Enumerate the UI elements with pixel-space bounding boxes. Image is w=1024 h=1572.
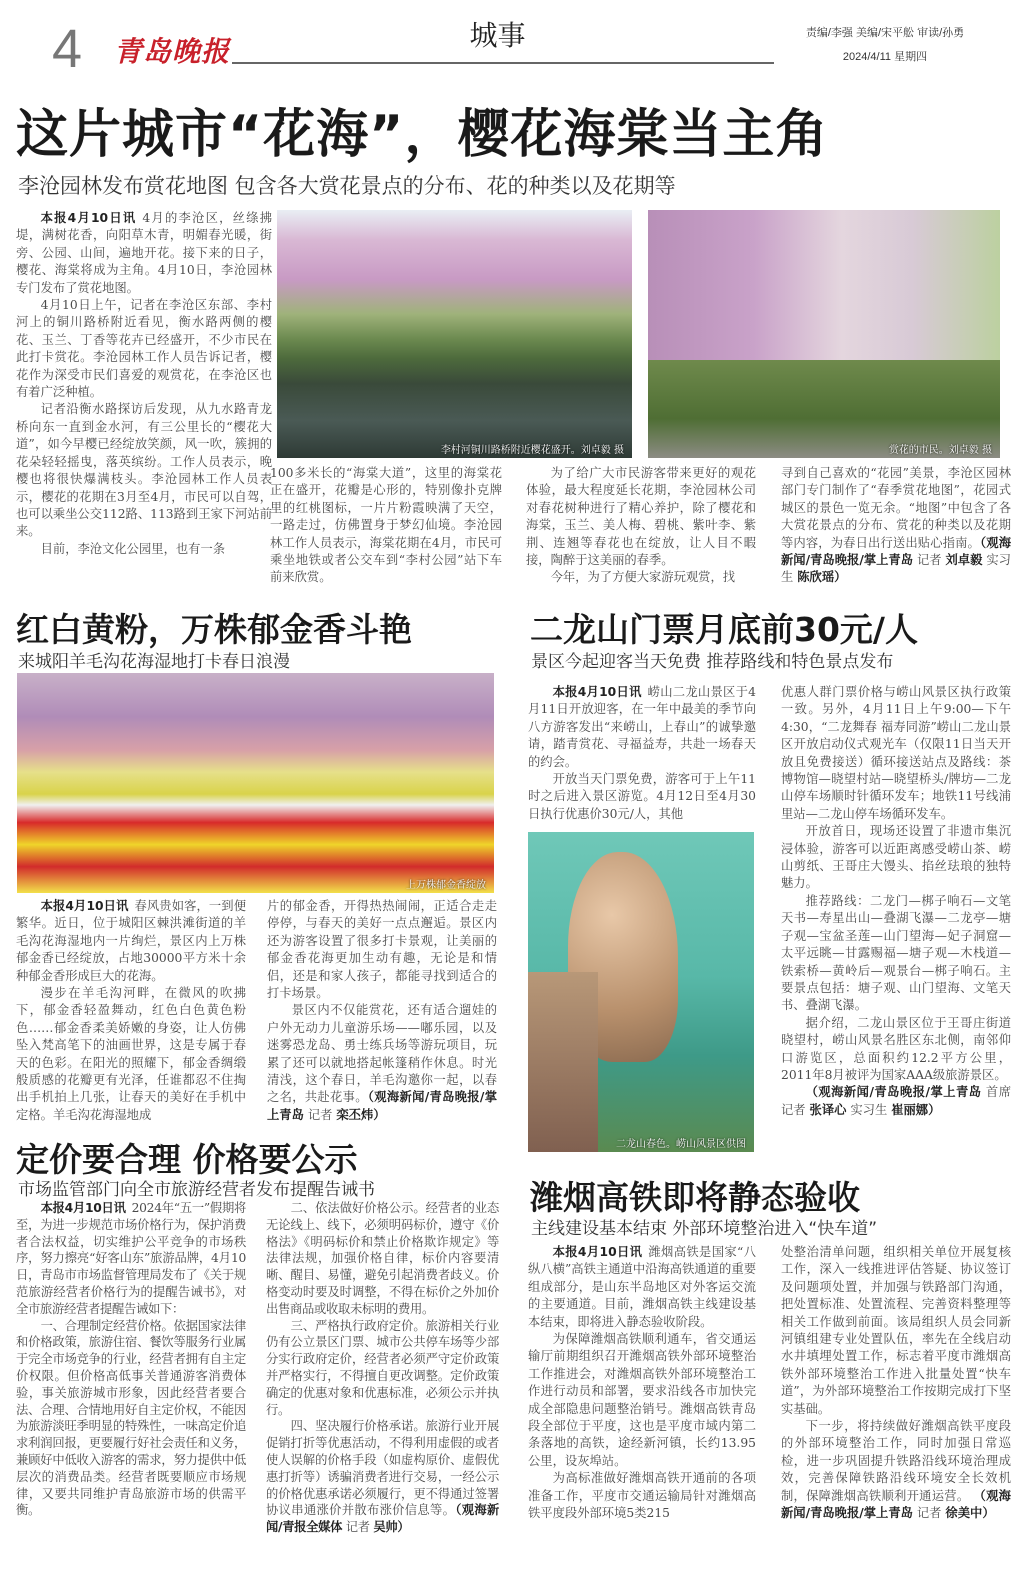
paragraph: 本报4月10日讯 崂山二龙山景区于4月11日开放迎客，在一年中最美的季节向八方游客发出“来崂山，上春山”的诚挚邀请，踏青赏花、寻福益寿，共赴一场春天的约会。	[528, 685, 756, 769]
photo-caption: 赏花的市民。刘卓毅 摄	[888, 445, 992, 456]
dateline: 本报4月10日讯	[40, 211, 137, 225]
byline: （观海新闻/青岛晚报/掌上青岛 首席记者 张译心 实习生 崔丽娜）	[781, 1085, 1011, 1117]
photo-caption: 上万株郁金香绽放	[406, 880, 486, 891]
subheadline-flower-sea: 李沧园林发布赏花地图 包含各大赏花景点的分布、花的种类以及花期等	[18, 174, 676, 198]
paragraph: 二、依法做好价格公示。经营者的业态无论线上、线下，必须明码标价，遵守《价格法》《明码标价和禁止价格欺诈规定》等法律法规，加强价格自律，标价内容要清晰、醒目、易懂，避免引起消费者歧义。价格变动时要及时调整，不得在标价之外加价出售商品或收取未标明的费用。	[266, 1201, 499, 1316]
paragraph: 下一步，将持续做好潍烟高铁平度段的外部环境整治工作，同时加强日常巡检，进一步巩固提升铁路沿线环境治理成效，完善保障铁路沿线环境安全长效机制，保障潍烟高铁顺利开通运营。 （观海新闻/青岛晚报/掌上青岛 记者 徐美中）	[781, 1419, 1011, 1521]
photo-caption: 李村河铜川路桥附近樱花盛开。刘卓毅 摄	[440, 445, 624, 456]
paragraph: 四、坚决履行价格承诺。旅游行业开展促销打折等优惠活动，不得利用虚假的或者使人误解的价格手段（如虚构原价、虚假优惠打折等）诱骗消费者进行交易，一经公示的价格优惠承诺必须履行，更不得通过签署协议串通涨价并散布涨价信息等。（观海新闻/青报全媒体 记者 吴帅）	[266, 1419, 499, 1535]
article-column	[781, 465, 1011, 590]
photo-caption: 二龙山春色。崂山风景区供图	[616, 1139, 746, 1150]
paragraph: 本报4月10日讯 潍烟高铁是国家“八纵八横”高铁主通道中沿海高铁通道的重要组成部分，是山东半岛地区对外客运交流的主要通道。目前，潍烟高铁主线建设基本结束，即将进入静态验收阶段。	[528, 1245, 756, 1329]
paragraph: 4月10日上午，记者在李沧区东部、李村河上的铜川路桥附近看见，衡水路两侧的樱花、玉兰、丁香等花卉已经盛开，不少市民在此打卡赏花。李沧园林工作人员告诉记者，樱花作为深受市民们喜爱的观赏花，在李沧区也有着广泛种植。	[16, 298, 272, 400]
byline: （观海新闻/青报全媒体	[266, 1503, 499, 1535]
paragraph: 寻到自己喜欢的“花园”美景，李沧区园林部门专门制作了“春季赏花地图”，花园式城区的景色一览无余。“地图”中包含了各大赏花景点的分布、赏花的种类以及花期等内容，为春日出行送出贴心指南。（观海新闻/青岛晚报/掌上青岛 记者 刘卓毅 实习生 陈欣瑶）	[781, 466, 1011, 585]
paragraph: 为高标准做好潍烟高铁开通前的各项准备工作，平度市交通运输局针对潍烟高铁平度段外部环境5类215	[528, 1471, 756, 1521]
paragraph: 片的郁金香，开得热热闹闹，正适合走走停停，与春天的美好一点点邂逅。景区内还为游客设置了很多打卡景观，让美丽的郁金香花海更加生动有趣，无论是和情侣，还是和家人孩子，都能寻找到适合的打卡场景。	[267, 899, 497, 1001]
paragraph: 100多米长的“海棠大道”，这里的海棠花正在盛开，花瓣是心形的，特别像扑克牌里的红桃图标，一片片粉霞映满了天空，一路走过，仿佛置身于梦幻仙境。李沧园林工作人员表示，海棠花期在4月，市民可乘坐地铁或者公交车到“李村公园”站下车前来欣赏。	[270, 466, 502, 585]
subheadline-railway: 主线建设基本结束 外部环境整治进入“快车道”	[531, 1219, 878, 1239]
newspaper-logo: 青岛晚报	[114, 35, 231, 68]
paragraph: 优惠人群门票价格与崂山风景区执行政策一致。另外，4月11日上午9:00—下午4:30，“二龙舞春 福寿同游”崂山二龙山景区开放启动仪式观光车（仅限11日当天开放且免费接送）循环接送站点及路线：茶博物馆—晓望村站—晓望桥头/牌坊—二龙山停车场顺时针循环发车；地铁11号线浦里站—二龙山停车场循环发车。	[781, 685, 1011, 821]
photo-tulip-field	[17, 673, 494, 893]
paragraph: 开放首日，现场还设置了非遗市集沉浸体验，游客可以近距离感受崂山茶、崂山剪纸、王哥庄大馒头、掐丝珐琅的独特魅力。	[781, 824, 1011, 891]
header-rule	[232, 62, 774, 64]
section-title: 城事	[469, 20, 526, 51]
subheadline-erlongshan: 景区今起迎客当天免费 推荐路线和特色景点发布	[531, 652, 894, 672]
article-column	[781, 1244, 1011, 1570]
dateline: 本报4月10日讯	[552, 685, 642, 699]
paragraph: 处整治清单问题，组织相关单位开展复核工作，深入一线推进评估答疑、协议签订及问题项处置，并加强与铁路部门沟通，把处置标准、处置流程、完善资料整理等相关工作做到前面。该局组织人员会同新河镇组建专业处置队伍，率先在全线启动水井填埋处置工作，标志着平度市潍烟高铁外部环境整治工作进入批量处置“快车道”，为外部环境整治工作按期完成打下坚实基础。	[781, 1245, 1011, 1416]
paragraph: 推荐路线：二龙门—梆子响石—文笔天书—寿星出山—叠湖飞瀑—二龙亭—塘子观—宝盆圣莲—山门望海—妃子洞窟—太平远眺—甘露赐福—塘子观—木栈道—铁索桥—黄岭后—观景台—梆子响石。主要景点包括：塘子观、山门望海、文笔天书、叠湖飞瀑。	[781, 893, 1011, 1013]
article-column	[267, 898, 497, 1126]
article-column	[16, 898, 246, 1126]
paragraph: 本报4月10日讯 4月的李沧区，丝绦拂堤，满树花香，向阳草木青，明媚春光暖，街旁、公园、山间，遍地开花。接下来的日子，樱花、海棠将成为主角。4月10日，李沧园林专门发布了赏花地图。	[16, 211, 272, 295]
subheadline-tulips: 来城阳羊毛沟花海湿地打卡春日浪漫	[18, 652, 290, 672]
article-column	[528, 1244, 756, 1570]
page-number: 4	[52, 19, 83, 79]
paragraph: 本报4月10日讯 春风贵如客，一到便繁华。近日，位于城阳区棘洪滩街道的羊毛沟花海湿地内一片绚烂，景区内上万株郁金香已经绽放，占地30000平方米十余种郁金香形成巨大的花海。	[16, 899, 246, 983]
paragraph: 景区内不仅能赏花，还有适合遛娃的户外无动力儿童游乐场——嘟乐园，以及迷雾恐龙岛、勇士练兵场等游玩项目，玩累了还可以就地搭起帐篷稍作休息。时光清浅，这个春日，羊毛沟邀你一起，以春之名，共赴花事。（观海新闻/青岛晚报/掌上青岛 记者 栾丕炜）	[267, 1003, 497, 1122]
subheadline-pricing: 市场监管部门向全市旅游经营者发布提醒告诫书	[18, 1180, 375, 1200]
paragraph: 为了给广大市民游客带来更好的观花体验，最大程度延长花期，李沧园林公司对春花树种进行了精心养护，除了樱花和海棠，玉兰、美人梅、碧桃、紫叶李、紫荆、连翘等春花也在绽放，让人目不暇接，陶醉于这美丽的春季。	[526, 466, 756, 568]
article-column	[781, 684, 1011, 1154]
article-column	[16, 1200, 246, 1572]
paragraph: 开放当天门票免费，游客可于上午11时之后进入景区游览。4月12日至4月30日执行优惠价30元/人，其他	[528, 772, 756, 821]
paragraph: 记者沿衡水路探访后发现，从九水路青龙桥向东一直到金水河，有三公里长的“樱花大道”，如今早樱已经绽放笑颜，风一吹，簇拥的花朵轻轻摇曳，落英缤纷。工作人员表示，晚樱也将很快爆满枝头。李沧园林工作人员表示，樱花的花期在3月至4月，市民可以自驾，也可以乘坐公交112路、113路到王家下河站前来。	[16, 402, 272, 539]
issue-date: 2024/4/11 星期四	[842, 51, 928, 63]
photo-cherry-blossom-river	[277, 210, 632, 458]
article-column	[528, 684, 756, 830]
headline-flower-sea: 这片城市“花海”，樱花海棠当主角	[16, 105, 829, 165]
article-column	[266, 1200, 499, 1572]
photo-erlongshan-rock	[528, 832, 754, 1152]
paragraph: 目前，李沧文化公园里，也有一条	[40, 541, 226, 556]
headline-erlongshan: 二龙山门票月底前30元/人	[530, 610, 918, 649]
paragraph: 据介绍，二龙山景区位于王哥庄街道晓望村，崂山风景名胜区东北侧，南邻仰口游览区，总面积约12.2平方公里，2011年8月被评为国家AAA级旅游景区。	[781, 1015, 1011, 1082]
article-column	[526, 465, 756, 590]
dateline: 本报4月10日讯	[552, 1245, 643, 1259]
paragraph: 为保障潍烟高铁顺利通车，省交通运输厅前期组织召开潍烟高铁外部环境整治工作推进会，对潍烟高铁外部环境整治工作进行动员和部署，要求沿线各市加快完成全部隐患问题整治销号。潍烟高铁青岛段全部位于平度，这也是平度市域内第二条落地的高铁，途经新河镇，长约13.95公里，设灰埠站。	[528, 1332, 756, 1468]
headline-pricing: 定价要合理 价格要公示	[16, 1140, 358, 1179]
photo-blossom-street	[648, 210, 1000, 458]
paragraph: 今年，为了方便大家游玩观赏，找	[550, 570, 736, 585]
paragraph: 一、合理制定经营价格。依据国家法律和价格政策，旅游住宿、餐饮等服务行业属于完全市场竞争的行业，经营者拥有自主定价权限。但价格高低事关普通游客消费体验，事关旅游城市形象，因此经营者要合法、合理、合情地用好自主定价权，不能因为旅游淡旺季明显的特殊性，一味高定价追求利润回报，更要履行好社会责任和义务，兼顾好中低收入游客的需求，努力提供中低层次的消费品类。经营者既要顺应市场规律，又要共同维护青岛旅游市场的供需平衡。	[16, 1318, 246, 1518]
paragraph: 漫步在羊毛沟河畔，在微风的吹拂下，郁金香轻盈舞动，红色白色黄色粉色……郁金香柔美娇嫩的身姿，让人仿佛坠入梵高笔下的油画世界，这是专属于春天的色彩。在阳光的照耀下，郁金香绸缎般质感的花瓣更有光泽，任谁都忍不住掏出手机拍上几张，让春天的美好在手机中定格。羊毛沟花海湿地成	[16, 986, 246, 1122]
dateline: 本报4月10日讯	[40, 899, 129, 913]
editor-credits: 责编/李强 美编/宋平舩 审读/孙勇	[805, 27, 965, 39]
dateline: 本报4月10日讯	[40, 1201, 126, 1215]
article-column	[270, 465, 502, 590]
paragraph: 本报4月10日讯 2024年“五一”假期将至，为进一步规范市场价格行为，保护消费者合法权益，切实维护公平竞争的市场秩序，努力擦亮“好客山东”旅游品牌，4月10日，青岛市市场监督管理局发布了《关于规范旅游经营者价格行为的提醒告诫书》，对全市旅游经营者提醒告诫如下：	[16, 1201, 246, 1316]
headline-railway: 潍烟高铁即将静态验收	[530, 1178, 860, 1217]
article-column	[16, 210, 272, 590]
paragraph: 三、严格执行政府定价。旅游相关行业仍有公立景区门票、城市公共停车场等少部分实行政府定价，经营者必须严守定价政策并严格实行，不得擅自更改调整。定价政策确定的优惠对象和优惠标准，必须公示并执行。	[266, 1318, 499, 1417]
headline-tulips: 红白黄粉，万株郁金香斗艳	[16, 610, 412, 649]
